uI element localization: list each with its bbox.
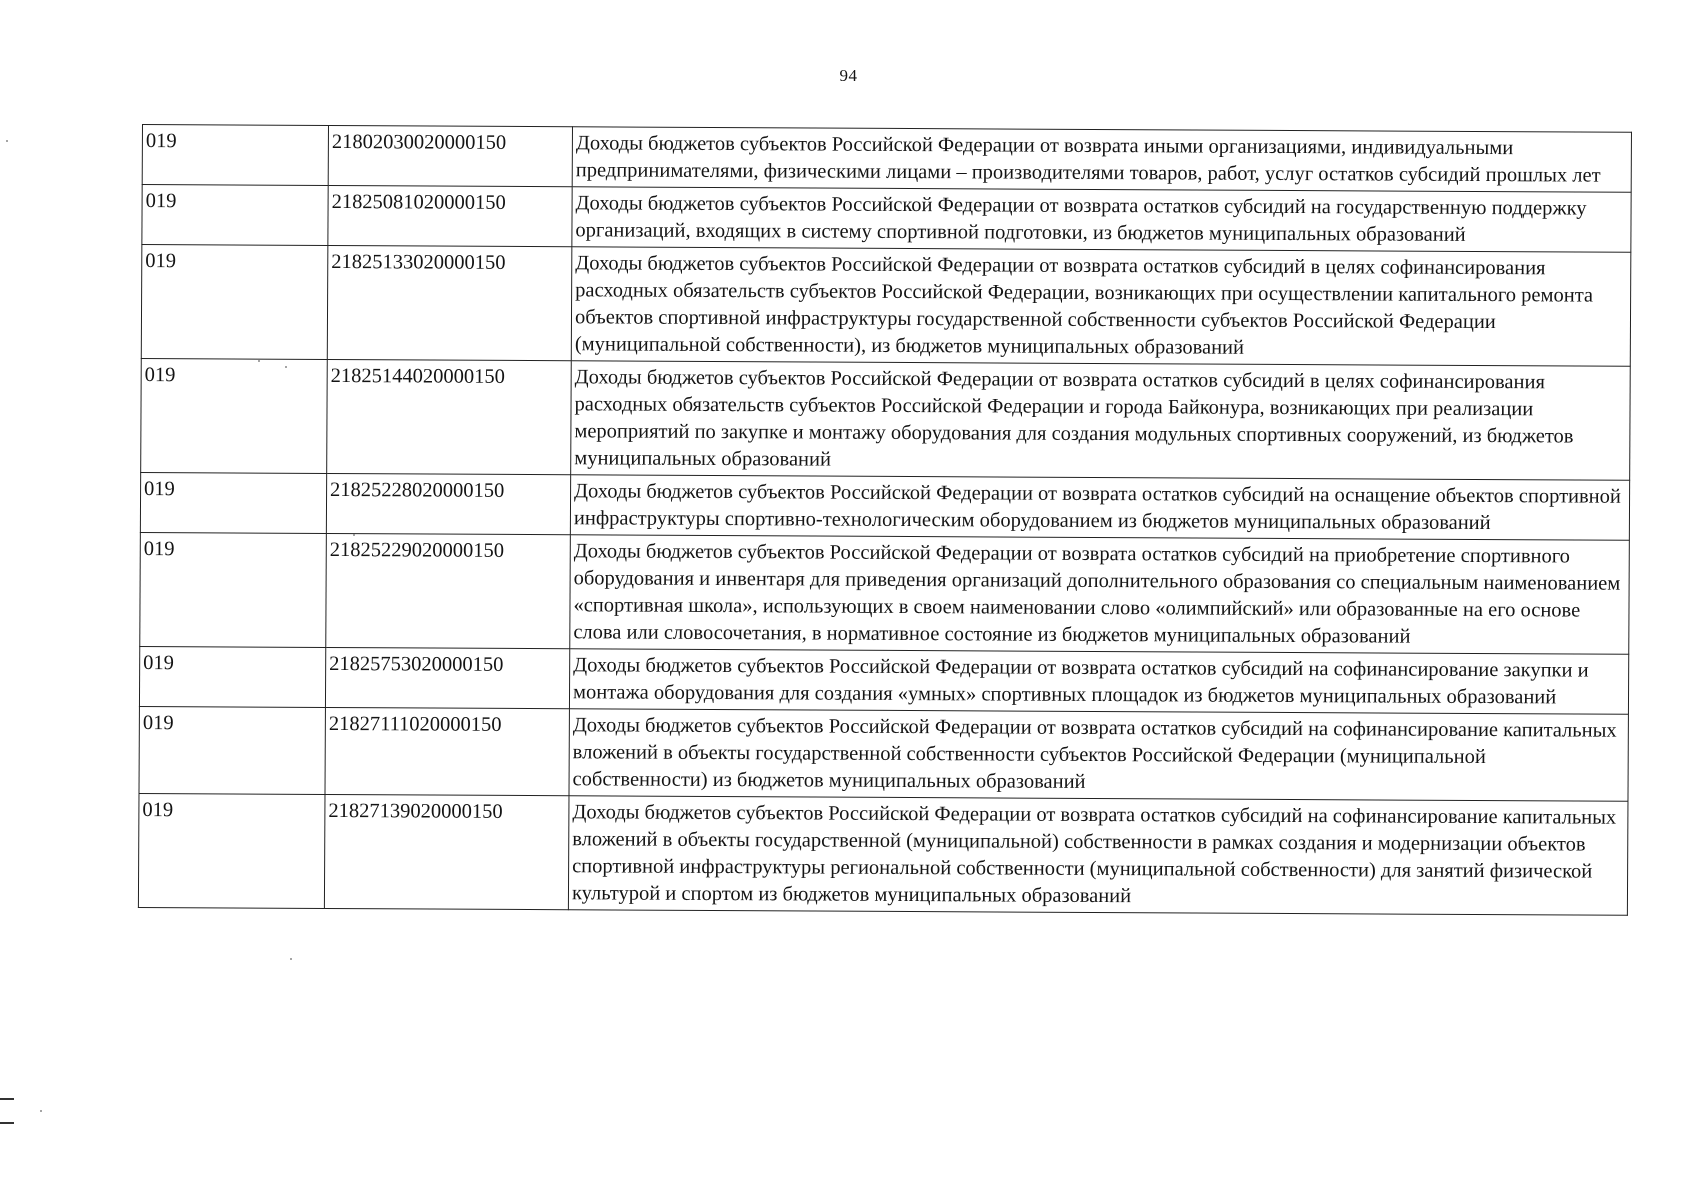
table-row: [138, 793, 1628, 915]
scan-speck: [353, 534, 355, 536]
scan-edge-mark: [0, 1098, 14, 1100]
description-cell: Доходы бюджетов субъектов Российской Федерации от возврата иными организациями, индивидуальными предпринимателями, физическими лицами – производителями товаров, работ, услуг остатков субсидий прошлых лет: [572, 127, 1631, 193]
budget-code-cell: 21827111020000150: [325, 707, 569, 795]
page-number: 94: [839, 66, 858, 85]
table-row: [142, 185, 1631, 253]
description-cell: Доходы бюджетов субъектов Российской Федерации от возврата остатков субсидий на софинансирование капитальных вложений в объекты государственной собственности субъектов Российской Федерации (муниципальной собственности) из бюджетов муниципальных образований: [569, 709, 1628, 802]
budget-code-cell: 21802030020000150: [328, 125, 572, 186]
admin-code-cell: 019: [141, 358, 328, 473]
scan-speck: [258, 360, 260, 362]
description-cell: Доходы бюджетов субъектов Российской Федерации от возврата остатков субсидий на приобретение спортивного оборудования и инвентаря для приведения организаций дополнительного образования со специальным наименованием «спортивная школа», использующих в своем наименовании слово «олимпийский» или образованные на его основе слова или словосочетания, в нормативное состояние из бюджетов муниципальных образований: [570, 535, 1630, 655]
description-cell: Доходы бюджетов субъектов Российской Федерации от возврата остатков субсидий на софинансирование закупки и монтажа оборудования для создания «умных» спортивных площадок из бюджетов муниципальных образований: [569, 649, 1628, 715]
description-cell: Доходы бюджетов субъектов Российской Федерации от возврата остатков субсидий на государственную поддержку организаций, входящих в систему спортивной подготовки, из бюджетов муниципальных образований: [572, 187, 1631, 253]
budget-code-cell: 21825133020000150: [327, 245, 572, 360]
description-cell: Доходы бюджетов субъектов Российской Федерации от возврата остатков субсидий в целях софинансирования расходных обязательств субъектов Российской Федерации, возникающих при осуществлении капитального ремонта объектов спортивной инфраструктуры государственной собственности субъектов Российской Федерации (муниципальной собственности), из бюджетов муниципальных образований: [571, 247, 1631, 367]
budget-code-cell: 21825144020000150: [327, 359, 572, 474]
admin-code-cell: 019: [139, 646, 325, 707]
scan-speck: [40, 1110, 42, 1112]
scan-edge-mark: [0, 1122, 14, 1124]
scan-speck: [290, 958, 292, 960]
description-cell: Доходы бюджетов субъектов Российской Федерации от возврата остатков субсидий на софинансирование капитальных вложений в объекты государственной (муниципальной) собственности в рамках создания и модернизации объектов спортивной инфраструктуры региональной собственности (муниципальной собственности) для занятий физической культурой и спортом из бюджетов муниципальных образований: [568, 796, 1628, 916]
scan-speck: [6, 140, 8, 142]
budget-code-cell: 21825081020000150: [328, 185, 572, 246]
table-row: [140, 472, 1629, 540]
table-row: [139, 706, 1628, 801]
budget-code-cell: 21825229020000150: [326, 533, 571, 648]
admin-code-cell: 019: [140, 472, 326, 533]
admin-code-cell: 019: [140, 532, 327, 647]
admin-code-cell: 019: [142, 185, 328, 246]
table-row: [140, 532, 1630, 654]
budget-code-cell: 21827139020000150: [324, 794, 569, 909]
admin-code-cell: 019: [138, 793, 325, 908]
budget-code-cell: 21825753020000150: [325, 647, 569, 708]
revenue-codes-table: [138, 124, 1632, 916]
admin-code-cell: 019: [142, 125, 328, 186]
budget-code-cell: 21825228020000150: [326, 473, 570, 534]
table-row: [142, 125, 1631, 193]
admin-code-cell: 019: [139, 706, 325, 794]
table-row: [139, 646, 1628, 714]
description-cell: Доходы бюджетов субъектов Российской Федерации от возврата остатков субсидий на оснащение объектов спортивной инфраструктуры спортивно-технологическим оборудованием из бюджетов муниципальных образований: [570, 475, 1629, 541]
table-row: [141, 358, 1631, 480]
description-cell: Доходы бюджетов субъектов Российской Федерации от возврата остатков субсидий в целях софинансирования расходных обязательств субъектов Российской Федерации и города Байконура, возникающих при реализации мероприятий по закупке и монтажу оборудования для создания модульных спортивных сооружений, из бюджетов муниципальных образований: [571, 361, 1631, 481]
scan-speck: [285, 366, 287, 368]
admin-code-cell: 019: [141, 245, 328, 360]
table-row: [141, 245, 1631, 367]
